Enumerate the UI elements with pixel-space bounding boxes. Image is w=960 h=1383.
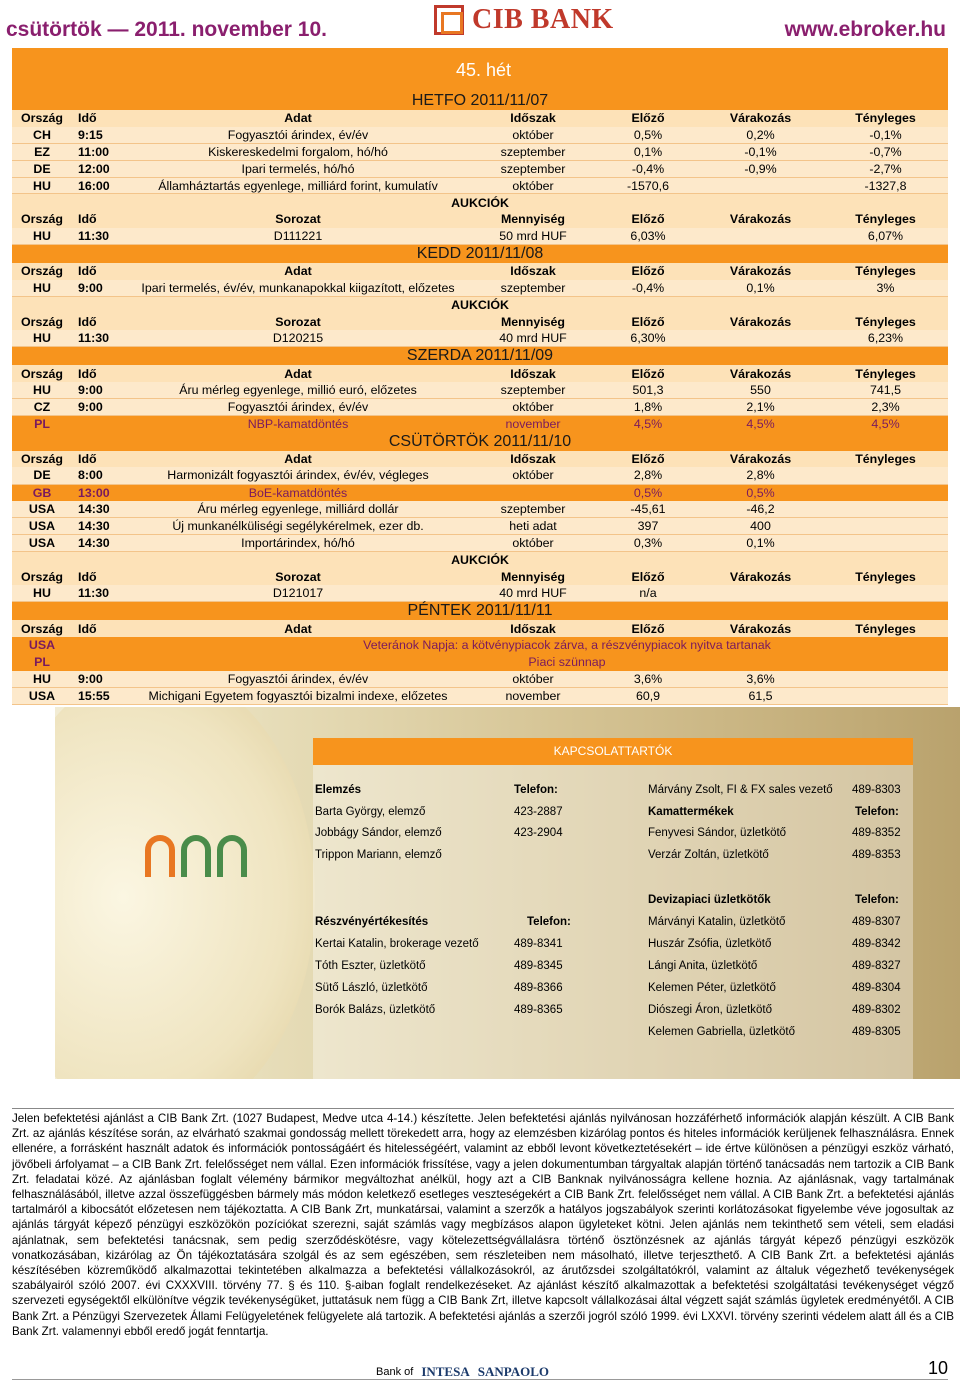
table-cell <box>823 467 948 484</box>
table-cell: -1570,6 <box>598 177 698 194</box>
column-header: Előző <box>598 365 698 382</box>
table-cell: 2,8% <box>698 467 823 484</box>
day-title: PÉNTEK 2011/11/11 <box>12 602 948 621</box>
contact-right-3-phone: 489-8353 <box>852 849 901 861</box>
table-cell: Ipari termelés, év/év, munkanapokkal kiigazított, előzetes <box>128 280 468 297</box>
table-cell: 3,6% <box>598 671 698 688</box>
table-cell: 0,2% <box>698 127 823 144</box>
table-cell: HU <box>12 330 72 347</box>
table-cell <box>823 535 948 552</box>
table-cell <box>823 484 948 501</box>
table-row <box>12 399 948 416</box>
table-cell: DE <box>12 160 72 177</box>
table-cell: Veteránok Napja: a kötvénypiacok zárva, a részvénypiacok nyitva tartanak <box>128 637 948 654</box>
table-cell: 3,6% <box>698 671 823 688</box>
table-cell: 741,5 <box>823 382 948 399</box>
table-cell: 6,03% <box>598 228 698 245</box>
table-cell: 6,30% <box>598 330 698 347</box>
column-header: Várakozás <box>698 568 823 585</box>
contact-right-1-name: Kamattermékek <box>648 806 734 818</box>
table-cell: USA <box>12 687 72 704</box>
contact-left-7-phone: 489-8366 <box>514 982 563 994</box>
table-cell: 16:00 <box>72 177 128 194</box>
column-header: Idő <box>72 313 128 330</box>
column-header: Ország <box>12 263 72 280</box>
table-cell: USA <box>12 535 72 552</box>
table-cell: GB <box>12 484 72 501</box>
column-header: Tényleges <box>823 211 948 228</box>
table-cell: 11:30 <box>72 585 128 602</box>
column-header: Adat <box>128 620 468 637</box>
table-cell <box>823 585 948 602</box>
table-cell: Importárindex, hó/hó <box>128 535 468 552</box>
column-header: Ország <box>12 110 72 127</box>
table-cell: 60,9 <box>598 687 698 704</box>
table-header-row <box>12 568 948 585</box>
table-cell: USA <box>12 501 72 518</box>
table-cell <box>72 637 128 654</box>
table-cell: CH <box>12 127 72 144</box>
table-cell: 0,5% <box>598 127 698 144</box>
table-cell: 13:00 <box>72 484 128 501</box>
column-header: Várakozás <box>698 365 823 382</box>
table-row <box>12 280 948 297</box>
table-cell: Fogyasztói árindex, év/év <box>128 671 468 688</box>
week-label: 45. hét <box>456 60 512 80</box>
column-header: Idő <box>72 110 128 127</box>
column-header: Idő <box>72 263 128 280</box>
table-header-row <box>12 451 948 468</box>
table-row <box>12 330 948 347</box>
table-cell: Fogyasztói árindex, év/év <box>128 127 468 144</box>
contact-right-7-name: Lángi Anita, üzletkötő <box>648 960 758 972</box>
cib-sign-icon <box>145 827 265 917</box>
day-header-row <box>12 244 948 263</box>
column-header: Időszak <box>468 110 598 127</box>
footer-intesa: INTESA <box>421 1364 470 1379</box>
table-cell <box>468 484 598 501</box>
table-cell: Új munkanélküliségi segélykérelmek, ezer db. <box>128 518 468 535</box>
table-cell: BoE-kamatdöntés <box>128 484 468 501</box>
week-banner <box>12 48 948 92</box>
contact-left-1-phone: 423-2887 <box>514 806 563 818</box>
column-header: Ország <box>12 451 72 468</box>
table-cell: Harmonizált fogyasztói árindex, év/év, végleges <box>128 467 468 484</box>
contact-left-7-name: Sütő László, üzletkötő <box>315 982 428 994</box>
day-title: KEDD 2011/11/08 <box>12 244 948 263</box>
table-row <box>12 671 948 688</box>
table-cell: 9:00 <box>72 382 128 399</box>
table-row <box>12 687 948 704</box>
day-title: CSÜTÖRTÖK 2011/11/10 <box>12 433 948 451</box>
table-cell <box>823 501 948 518</box>
contact-right-9-phone: 489-8302 <box>852 1004 901 1016</box>
table-cell: 0,5% <box>698 484 823 501</box>
contact-right-4-name: Devizapiaci üzletkötők <box>648 894 771 906</box>
footer-logo <box>376 1364 549 1380</box>
table-cell: -0,4% <box>598 280 698 297</box>
table-cell: 0,3% <box>598 535 698 552</box>
table-cell: Ipari termelés, hó/hó <box>128 160 468 177</box>
table-cell: 4,5% <box>598 416 698 433</box>
column-header: Előző <box>598 313 698 330</box>
column-header: Előző <box>598 263 698 280</box>
table-row <box>12 467 948 484</box>
column-header: Adat <box>128 110 468 127</box>
column-header: Ország <box>12 211 72 228</box>
contact-left-0-name: Elemzés <box>315 784 362 796</box>
table-cell: PL <box>12 654 72 671</box>
table-cell: 15:55 <box>72 687 128 704</box>
table-cell: HU <box>12 585 72 602</box>
table-cell: Államháztartás egyenlege, milliárd forint, kumulatív <box>128 177 468 194</box>
column-header: Adat <box>128 263 468 280</box>
contact-left-6-phone: 489-8345 <box>514 960 563 972</box>
table-cell: 11:30 <box>72 330 128 347</box>
table-cell: -46,2 <box>698 501 823 518</box>
auction-title: AUKCIÓK <box>12 194 948 211</box>
table-cell <box>823 518 948 535</box>
economic-calendar-table <box>12 92 948 705</box>
column-header: Tényleges <box>823 620 948 637</box>
table-row <box>12 177 948 194</box>
table-header-row <box>12 263 948 280</box>
day-header-row <box>12 92 948 110</box>
column-header: Várakozás <box>698 211 823 228</box>
auction-header-row <box>12 296 948 313</box>
table-cell: 6,23% <box>823 330 948 347</box>
table-cell: HU <box>12 228 72 245</box>
table-cell: D121017 <box>128 585 468 602</box>
table-cell: -2,7% <box>823 160 948 177</box>
table-cell: 550 <box>698 382 823 399</box>
column-header: Mennyiség <box>468 568 598 585</box>
table-row <box>12 382 948 399</box>
contact-right-10-name: Kelemen Gabriella, üzletkötő <box>648 1026 796 1038</box>
column-header: Sorozat <box>128 568 468 585</box>
table-cell: -0,7% <box>823 144 948 161</box>
table-cell: október <box>468 467 598 484</box>
contact-right-0-name: Márvány Zsolt, FI & FX sales vezető <box>648 784 833 796</box>
column-header: Tényleges <box>823 263 948 280</box>
contact-right-6-name: Huszár Zsófia, üzletkötő <box>648 938 772 950</box>
table-cell: -1327,8 <box>823 177 948 194</box>
table-cell: 9:00 <box>72 671 128 688</box>
table-cell: -0,1% <box>698 144 823 161</box>
header-date: csütörtök — 2011. november 10. <box>6 18 327 41</box>
footer-bank-of: Bank of <box>376 1366 414 1378</box>
table-cell: 4,5% <box>823 416 948 433</box>
contact-left-5-name: Kertai Katalin, brokerage vezető <box>315 938 479 950</box>
table-cell: -0,4% <box>598 160 698 177</box>
column-header: Várakozás <box>698 263 823 280</box>
cib-logo-icon <box>434 5 464 35</box>
column-header: Idő <box>72 620 128 637</box>
column-header: Ország <box>12 313 72 330</box>
table-cell: 0,1% <box>698 280 823 297</box>
table-cell: 9:15 <box>72 127 128 144</box>
table-cell: 3% <box>823 280 948 297</box>
table-cell: HU <box>12 177 72 194</box>
table-cell: PL <box>12 416 72 433</box>
contact-left-8-phone: 489-8365 <box>514 1004 563 1016</box>
table-cell: CZ <box>12 399 72 416</box>
column-header: Tényleges <box>823 313 948 330</box>
page-number: 10 <box>927 1358 948 1378</box>
table-cell: 1,8% <box>598 399 698 416</box>
highlight-row <box>12 654 948 671</box>
table-cell: Kiskereskedelmi forgalom, hó/hó <box>128 144 468 161</box>
table-cell: 6,07% <box>823 228 948 245</box>
site-link[interactable]: www.ebroker.hu <box>784 18 946 41</box>
brand-name: CIB BANK <box>472 4 614 35</box>
table-cell: Fogyasztói árindex, év/év <box>128 399 468 416</box>
contacts-title: KAPCSOLATTARTÓK <box>313 738 913 765</box>
column-header: Időszak <box>468 451 598 468</box>
table-cell: 0,5% <box>598 484 698 501</box>
table-cell: 0,1% <box>598 144 698 161</box>
table-row <box>12 160 948 177</box>
table-cell <box>823 687 948 704</box>
table-header-row <box>12 365 948 382</box>
table-cell: 12:00 <box>72 160 128 177</box>
table-cell: szeptember <box>468 382 598 399</box>
table-cell: szeptember <box>468 160 598 177</box>
table-header-row <box>12 110 948 127</box>
column-header: Sorozat <box>128 313 468 330</box>
table-cell: 40 mrd HUF <box>468 585 598 602</box>
column-header: Adat <box>128 451 468 468</box>
table-cell: november <box>468 416 598 433</box>
column-header: Idő <box>72 451 128 468</box>
table-cell <box>698 330 823 347</box>
contact-right-10-phone: 489-8305 <box>852 1026 901 1038</box>
table-cell: -0,9% <box>698 160 823 177</box>
auction-title: AUKCIÓK <box>12 296 948 313</box>
table-cell: 14:30 <box>72 535 128 552</box>
table-header-row <box>12 211 948 228</box>
table-cell: szeptember <box>468 501 598 518</box>
table-cell: 11:30 <box>72 228 128 245</box>
column-header: Mennyiség <box>468 313 598 330</box>
contact-right-4-phone: Telefon: <box>855 894 899 906</box>
column-header: Előző <box>598 451 698 468</box>
table-cell: D120215 <box>128 330 468 347</box>
day-title: SZERDA 2011/11/09 <box>12 347 948 366</box>
table-row <box>12 535 948 552</box>
table-cell: 397 <box>598 518 698 535</box>
table-cell: D111221 <box>128 228 468 245</box>
column-header: Tényleges <box>823 451 948 468</box>
table-row <box>12 501 948 518</box>
contact-right-3-name: Verzár Zoltán, üzletkötő <box>648 849 769 861</box>
footer-sanpaolo: SANPAOLO <box>477 1364 549 1379</box>
table-cell: október <box>468 399 598 416</box>
contact-left-0-phone: Telefon: <box>514 784 558 796</box>
column-header: Időszak <box>468 263 598 280</box>
table-cell: október <box>468 127 598 144</box>
contact-right-7-phone: 489-8327 <box>852 960 901 972</box>
column-header: Idő <box>72 365 128 382</box>
table-row <box>12 518 948 535</box>
highlight-row <box>12 484 948 501</box>
contact-right-9-name: Diószegi Áron, üzletkötő <box>648 1004 773 1016</box>
table-cell: HU <box>12 382 72 399</box>
contact-right-8-name: Kelemen Péter, üzletkötő <box>648 982 776 994</box>
table-cell <box>823 671 948 688</box>
contact-left-2-name: Jobbágy Sándor, elemző <box>315 827 442 839</box>
contact-left-6-name: Tóth Eszter, üzletkötő <box>315 960 426 972</box>
column-header: Tényleges <box>823 568 948 585</box>
contact-right-5-name: Márványi Katalin, üzletkötő <box>648 916 786 928</box>
table-cell: heti adat <box>468 518 598 535</box>
column-header: Adat <box>128 365 468 382</box>
table-cell: 14:30 <box>72 501 128 518</box>
table-cell: október <box>468 177 598 194</box>
auction-title: AUKCIÓK <box>12 551 948 568</box>
table-cell: EZ <box>12 144 72 161</box>
column-header: Ország <box>12 620 72 637</box>
column-header: Várakozás <box>698 451 823 468</box>
cib-logo <box>434 2 614 38</box>
contact-right-6-phone: 489-8342 <box>852 938 901 950</box>
table-header-row <box>12 620 948 637</box>
contact-right-5-phone: 489-8307 <box>852 916 901 928</box>
table-cell: HU <box>12 280 72 297</box>
auction-header-row <box>12 551 948 568</box>
table-cell: 11:00 <box>72 144 128 161</box>
table-cell: október <box>468 671 598 688</box>
table-cell: 400 <box>698 518 823 535</box>
table-cell <box>698 228 823 245</box>
column-header: Tényleges <box>823 110 948 127</box>
table-cell: USA <box>12 518 72 535</box>
column-header: Időszak <box>468 365 598 382</box>
contact-left-1-name: Barta György, elemző <box>315 806 426 818</box>
column-header: Előző <box>598 568 698 585</box>
table-cell: 50 mrd HUF <box>468 228 598 245</box>
table-cell: október <box>468 535 598 552</box>
table-cell: -45,61 <box>598 501 698 518</box>
table-row <box>12 228 948 245</box>
day-header-row <box>12 433 948 451</box>
contact-left-3-name: Trippon Mariann, elemző <box>315 849 442 861</box>
table-cell: -0,1% <box>823 127 948 144</box>
column-header: Időszak <box>468 620 598 637</box>
table-cell: HU <box>12 671 72 688</box>
contact-left-4-phone: Telefon: <box>527 916 571 928</box>
table-cell: DE <box>12 467 72 484</box>
legal-disclaimer: Jelen befektetési ajánlást a CIB Bank Zrt. (1027 Budapest, Medve utca 4-14.) készítette. Jelen befektetési ajánlás nyilvánosan hozzáférhető információk alapján készült. A CIB Bank Zrt. az ajánlás készítése során, az elvárható szakmai gondosság mellett törekedett arra, hogy az elemzésben kizárólag pontos és hiteles információk kerüljenek felhasználásra. Ennek ellenére, a forrásként használt adatok és információk pontosságáért és hitelességéért, valamint az ebből levont következtetésekért – ide értve különösen a pénzügyi eszköz várható, jövőbeli árfolyamat – a CIB Bank Zrt. felelősséget nem vállal. Ezen információk frissítése, vagy a jelen dokumentumban tárgyaltak alapján történő tanácsadás nem tartozik a CIB Bank Zrt. feladatai közé. Az ajánlásban foglalt vélemény bármikor megváltozhat anélkül, hogy azt a CIB Banknak nyilvánosságra kellene hoznia. Az ajánlásnak, vagy tartalmának felhasználásából, illetve azzal összefüggésben bármely más módon keletkező esetleges veszteségekért a CIB Bank Zrt. felelősséget nem vállal. A CIB Bank Zrt. a befektetési ajánlás tartalmáról a kibocsátót előzetesen nem tájékoztatta. A CIB Bank Zrt, munkatársai, valamint a szerzők a hatályos jogszabályok szerinti korlátozásokat figyelembe véve jogosultak az ajánlás tárgyát képező pénzügyi eszközökön pozíciókat szerezni, saját számlás vagy megbízásos alapon ügyleteket kötni. Jelen ajánlás nem tekinthető sem vételi, sem eladási ajánlatnak, sem befektetési tanácsnak, sem pedig szerződéskötésre, vagy kötelezettségvállalásra történő ösztönzésnek az ajánlás tárgyát képező pénzügyi eszközök vonatkozásában, kizárólag az Ön tájékoztatására szolgál és az sem egészében, sem részleteiben nem másolható, illetve terjeszthető. A CIB Bank Zrt. a befektetési ajánlás készítésében közreműködő alkalmazottai tekintetében alkalmazza a befektetési vállalkozásokról, az árutőzsdei szolgáltatókról, valamint az általuk végezhető tevékenységek szabályairól szóló 2007. évi CXXXVIII. törvény 77. § és 110. §-aiban foglalt rendelkezéseket. Az ajánlást készítő alkalmazottak a befektetési szolgáltatási tevékenységet végző szervezeti egységektől elkülönítve végzik tevékenységüket, juttatásuk nem függ a CIB Bank Zrt, illetve kapcsolt vállalkozásai által végzett saját számlás ügyletek eredményétől. A CIB Bank Zrt. a Pénzügyi Szervezetek Állami Felügyeletének felügyelete alá tartozik. A befektetési ajánlás a szerzői jogról szóló 1999. évi LXXVI. törvény szerinti védelem alatt áll és a CIB Bank Zrt. valamennyi ebből eredő jogát fenntartja. <box>12 1108 954 1339</box>
table-cell: n/a <box>598 585 698 602</box>
column-header: Ország <box>12 568 72 585</box>
contact-left-2-phone: 423-2904 <box>514 827 563 839</box>
table-row <box>12 585 948 602</box>
table-cell: 9:00 <box>72 280 128 297</box>
table-cell <box>698 177 823 194</box>
column-header: Mennyiség <box>468 211 598 228</box>
table-cell <box>72 416 128 433</box>
contact-left-4-name: Részvényértékesítés <box>315 916 429 928</box>
table-cell: Áru mérleg egyenlege, milliárd dollár <box>128 501 468 518</box>
highlight-row <box>12 416 948 433</box>
table-cell: USA <box>12 637 72 654</box>
contact-right-2-name: Fenyvesi Sándor, üzletkötő <box>648 827 787 839</box>
day-title: HETFO 2011/11/07 <box>12 92 948 110</box>
column-header: Ország <box>12 365 72 382</box>
table-cell <box>698 585 823 602</box>
table-cell: Michigani Egyetem fogyasztói bizalmi indexe, előzetes <box>128 687 468 704</box>
table-cell: 61,5 <box>698 687 823 704</box>
column-header: Tényleges <box>823 365 948 382</box>
table-cell: szeptember <box>468 280 598 297</box>
column-header: Előző <box>598 620 698 637</box>
table-cell <box>72 654 128 671</box>
contact-right-1-phone: Telefon: <box>855 806 899 818</box>
column-header: Várakozás <box>698 620 823 637</box>
table-cell: NBP-kamatdöntés <box>128 416 468 433</box>
table-cell: 40 mrd HUF <box>468 330 598 347</box>
table-cell: 2,8% <box>598 467 698 484</box>
contact-right-8-phone: 489-8304 <box>852 982 901 994</box>
table-row <box>12 144 948 161</box>
table-cell: szeptember <box>468 144 598 161</box>
contact-left-5-phone: 489-8341 <box>514 938 563 950</box>
table-cell: 14:30 <box>72 518 128 535</box>
footer-divider <box>12 1379 948 1380</box>
column-header: Várakozás <box>698 110 823 127</box>
column-header: Idő <box>72 568 128 585</box>
table-cell: Áru mérleg egyenlege, millió euró, előzetes <box>128 382 468 399</box>
column-header: Várakozás <box>698 313 823 330</box>
column-header: Előző <box>598 211 698 228</box>
contact-right-2-phone: 489-8352 <box>852 827 901 839</box>
contact-left-8-name: Borók Balázs, üzletkötő <box>315 1004 436 1016</box>
auction-header-row <box>12 194 948 211</box>
table-cell: 0,1% <box>698 535 823 552</box>
table-cell: 9:00 <box>72 399 128 416</box>
column-header: Sorozat <box>128 211 468 228</box>
table-cell: 8:00 <box>72 467 128 484</box>
column-header: Előző <box>598 110 698 127</box>
table-row <box>12 127 948 144</box>
day-header-row <box>12 347 948 366</box>
table-cell: 4,5% <box>698 416 823 433</box>
table-header-row <box>12 313 948 330</box>
table-cell: 501,3 <box>598 382 698 399</box>
contact-right-0-phone: 489-8303 <box>852 784 901 796</box>
day-header-row <box>12 602 948 621</box>
table-cell: Piaci szünnap <box>128 654 948 671</box>
table-cell: november <box>468 687 598 704</box>
table-cell: 2,1% <box>698 399 823 416</box>
highlight-row <box>12 637 948 654</box>
table-cell: 2,3% <box>823 399 948 416</box>
column-header: Idő <box>72 211 128 228</box>
